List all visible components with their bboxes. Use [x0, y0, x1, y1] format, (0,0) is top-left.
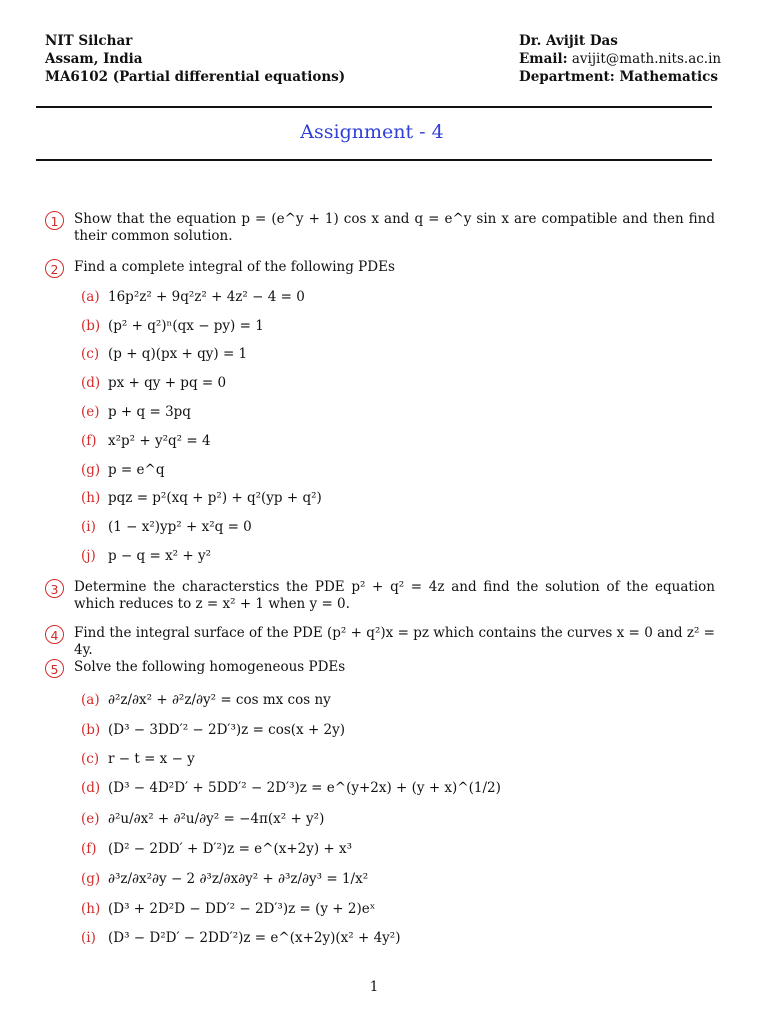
subpart-label: (h) [81, 901, 101, 917]
equation: (D³ − 4D²D′ + 5DD′² − 2D′³)z = e^(y+2x) + (y + x)^(1/2) [108, 780, 501, 796]
subpart-2g [81, 462, 164, 479]
equation: (D² − 2DD′ + D′²)z = e^(x+2y) + x³ [108, 841, 353, 857]
question-1 [45, 211, 715, 245]
email-line [519, 50, 721, 68]
question-5 [45, 659, 715, 676]
subpart-2e [81, 404, 191, 421]
institute-location: Assam, India [45, 51, 143, 67]
equation: 16p²z² + 9q²z² + 4z² − 4 = 0 [108, 289, 305, 305]
equation: (D³ − D²D′ − 2DD′²)z = e^(x+2y)(x² + 4y²) [108, 930, 401, 946]
equation: (D³ − 3DD′² − 2D′³)z = cos(x + 2y) [108, 722, 346, 738]
equation: pqz = p²(xq + p²) + q²(yp + q²) [108, 490, 322, 506]
subpart-label: (a) [81, 289, 100, 305]
top-rule [36, 106, 712, 108]
assignment-title: Assignment - 4 [300, 121, 444, 143]
subpart-label: (c) [81, 751, 100, 767]
subpart-5d [81, 780, 501, 797]
equation: p = e^q [108, 462, 165, 478]
equation: (D³ + 2D²D − DD′² − 2D′³)z = (y + 2)eˣ [108, 901, 376, 917]
question-4 [45, 625, 715, 659]
question-text: Solve the following homogeneous PDEs [74, 659, 346, 675]
subpart-2a [81, 289, 305, 306]
equation: ∂²u/∂x² + ∂²u/∂y² = −4π(x² + y²) [108, 811, 325, 827]
subpart-label: (c) [81, 346, 100, 362]
subpart-2h [81, 490, 322, 507]
equation: x²p² + y²q² = 4 [108, 433, 211, 449]
bottom-rule [36, 159, 712, 161]
email-label: Email: [519, 51, 568, 67]
subpart-label: (d) [81, 780, 101, 796]
equation: ∂³z/∂x²∂y − 2 ∂³z/∂x∂y² + ∂³z/∂y³ = 1/x² [108, 871, 369, 887]
subpart-2d [81, 375, 226, 392]
subpart-label: (i) [81, 519, 96, 535]
question-number-badge: 4 [45, 625, 64, 644]
subpart-label: (a) [81, 692, 100, 708]
question-text: Determine the characterstics the PDE p² + q² = 4z and find the solution of the equation which reduces to z = x² + 1 when y = 0. [74, 579, 715, 612]
subpart-2j [81, 548, 211, 565]
subpart-label: (i) [81, 930, 96, 946]
subpart-label: (j) [81, 548, 96, 564]
question-number-badge: 2 [45, 259, 64, 278]
subpart-5i [81, 930, 400, 947]
subpart-5b [81, 722, 345, 739]
question-number-badge: 3 [45, 579, 64, 598]
equation: ∂²z/∂x² + ∂²z/∂y² = cos mx cos ny [108, 692, 331, 708]
subpart-label: (f) [81, 841, 97, 857]
question-number-badge: 5 [45, 659, 64, 678]
question-2 [45, 259, 715, 276]
question-text: Find a complete integral of the following PDEs [74, 259, 395, 275]
question-number-badge: 1 [45, 211, 64, 230]
subpart-5f [81, 841, 352, 858]
subpart-label: (b) [81, 722, 101, 738]
subpart-label: (e) [81, 404, 100, 420]
course-title: MA6102 (Partial differential equations) [45, 69, 346, 85]
subpart-label: (d) [81, 375, 101, 391]
subpart-label: (b) [81, 318, 101, 334]
equation: p + q = 3pq [108, 404, 191, 420]
header-right [519, 32, 721, 86]
email-address[interactable]: avijit@math.nits.ac.in [571, 51, 722, 67]
instructor-name: Dr. Avijit Das [519, 33, 618, 49]
header-left [45, 32, 345, 86]
subpart-5e [81, 811, 324, 828]
question-text: Show that the equation p = (e^y + 1) cos x and q = e^y sin x are compatible and then find their common solution. [74, 211, 715, 244]
subpart-5c [81, 751, 195, 768]
equation: (p + q)(px + qy) = 1 [108, 346, 248, 362]
subpart-2f [81, 433, 211, 450]
subpart-label: (g) [81, 462, 101, 478]
question-3 [45, 579, 715, 613]
subpart-2b [81, 318, 264, 335]
equation: px + qy + pq = 0 [108, 375, 227, 391]
equation: (p² + q²)ⁿ(qx − py) = 1 [108, 318, 264, 334]
subpart-5g [81, 871, 368, 888]
subpart-label: (h) [81, 490, 101, 506]
equation: p − q = x² + y² [108, 548, 212, 564]
institute-name: NIT Silchar [45, 33, 133, 49]
question-text: Find the integral surface of the PDE (p² + q²)x = pz which contains the curves x = 0 and z² = 4y. [74, 625, 715, 658]
subpart-2c [81, 346, 247, 363]
department: Department: Mathematics [519, 69, 718, 85]
subpart-2i [81, 519, 252, 536]
page-number: 1 [369, 979, 379, 995]
equation: (1 − x²)yp² + x²q = 0 [108, 519, 252, 535]
subpart-label: (e) [81, 811, 100, 827]
subpart-label: (g) [81, 871, 101, 887]
subpart-5a [81, 692, 331, 709]
subpart-label: (f) [81, 433, 97, 449]
equation: r − t = x − y [108, 751, 195, 767]
subpart-5h [81, 901, 375, 918]
